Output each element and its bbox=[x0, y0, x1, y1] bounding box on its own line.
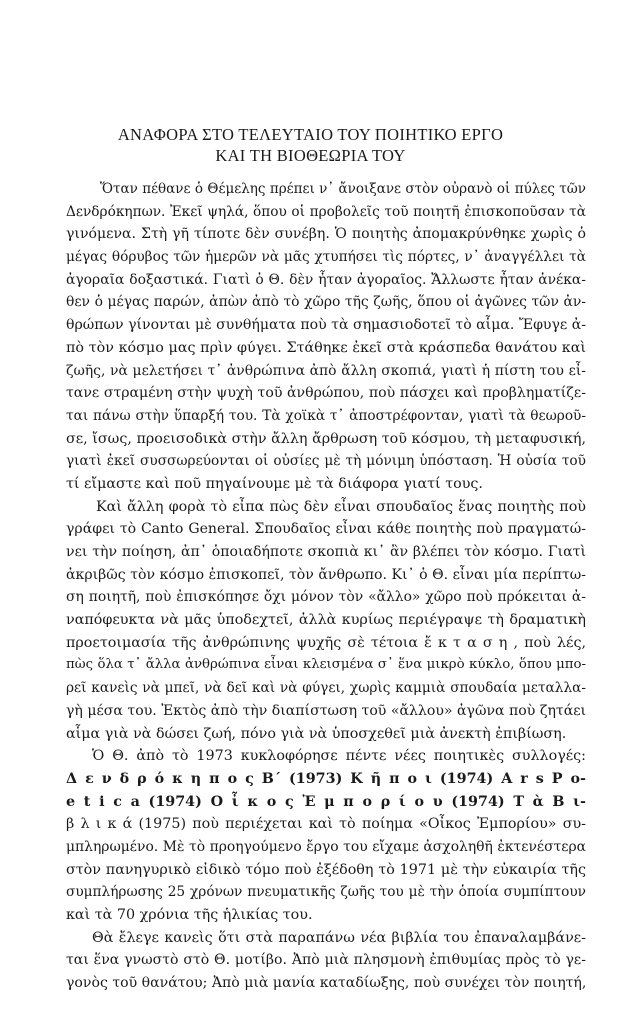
body-text bbox=[66, 178, 586, 995]
text-line: Δ ε ν δ ρ ό κ η π ο ς Β΄ (1973) Κ ῆ π ο ι (1974) A r s P o- bbox=[66, 770, 586, 787]
text-line: γονὸς τοῦ θανάτου; Ἀπὸ μιὰ μανία καταδίωξης, ποὺ συνέχει τὸν ποιητή, bbox=[66, 975, 587, 992]
text-line: Ὅταν πέθανε ὁ Θέμελης πρέπει ν᾽ ἄνοιξανε στὸν οὐρανὸ οἱ πύλες τῶν bbox=[100, 181, 586, 197]
text-line: ἀκριβῶς τὸν κόσμο ἐπισκοπεῖ, τὸν ἄνθρωπο. Κι᾽ ὁ Θ. εἶναι μία περίπτω- bbox=[66, 566, 586, 583]
text-line: σε, ἴσως, προεισοδικὰ στὴν ἄλλη ἄρθρωση τοῦ κόσμου, τὴ μεταφυσική, bbox=[66, 430, 586, 447]
text-line: τί εἴμαστε καὶ ποῦ πηγαίνουμε μὲ τὰ διάφορα γιατί τους. bbox=[66, 475, 483, 492]
text-line: γὴ μέσα του. Ἐκτὸς ἀπὸ τὴν διαπίστωση τοῦ «ἄλλου» ἀγῶνα ποὺ ζητάει bbox=[66, 702, 587, 719]
text-line: καὶ τὰ 70 χρόνια τῆς ἡλικίας του. bbox=[66, 907, 313, 923]
text-line: στὸν πανηγυρικὸ εἰδικὸ τόμο ποὺ ἐξέδοθη τὸ 1971 μὲ τὴν εὐκαιρία τῆς bbox=[66, 861, 586, 878]
text-line: e t i c a (1974) Ο ἶ κ ο ς Ἐ μ π ο ρ ί ο υ (1974) Τ ὰ Β ι- bbox=[66, 793, 586, 810]
text-line: συμπλήρωσης 25 χρόνων πνευματικῆς ζωῆς του μὲ τὴν ὁποία συμπίπτουν bbox=[66, 884, 586, 901]
text-line: πὼς ὅλα τ᾽ ἄλλα ἀνθρώπινα εἶναι κλεισμένα σ᾽ ἕνα μικρὸ κύκλο, ὅπου μπο- bbox=[66, 657, 586, 673]
text-line: Ὁ Θ. ἀπὸ τὸ 1973 κυκλοφόρησε πέντε νέες ποιητικὲς συλλογές: bbox=[92, 748, 586, 765]
text-line: ται πάνω στὴν ὕπαρξή του. Τὰ χοϊκὰ τ᾽ ἀποστρέφονταν, γιατὶ τὰ θεωροῦ- bbox=[66, 407, 586, 424]
text-line: γινόμενα. Στὴ γῆ τίποτε δὲν συνέβη. Ὁ ποιητὴς ἀπομακρύνθηκε χωρὶς ὁ bbox=[66, 226, 586, 243]
text-line: Καὶ ἄλλη φορὰ τὸ εἶπα πὼς δὲν εἶναι σπουδαῖος ἕνας ποιητὴς ποὺ bbox=[96, 498, 586, 515]
text-line: ναπόφευκτα νὰ μᾶς ὑποδεχτεῖ, ἀλλὰ κυρίως περιέγραψε τὴ δραματικὴ bbox=[66, 612, 586, 629]
text-line: πὸ τὸν κόσμο μας πρὶν φύγει. Στάθηκε ἐκεῖ στὰ κράσπεδα θανάτου καὶ bbox=[66, 339, 586, 356]
text-line: ρεῖ κανεὶς νὰ μπεῖ, νὰ δεῖ καὶ νὰ φύγει, χωρὶς καμμιὰ σπουδαία μεταλλα- bbox=[66, 680, 586, 697]
text-line: μπληρωμένο. Μὲ τὸ προηγούμενο ἔργο του εἴχαμε ἀσχοληθῆ ἐκτενέστερα bbox=[66, 838, 586, 855]
text-line: θρώπων γίνονται μὲ συνθήματα ποὺ τὰ σημασιοδοτεῖ τὸ αἷμα. Ἔφυγε ἀ- bbox=[66, 317, 586, 334]
title-line-1: ΑΝΑΦΟΡΑ ΣΤΟ ΤΕΛΕΥΤΑΙΟ ΤΟΥ ΠΟΙΗΤΙΚΟ ΕΡΓΟ bbox=[117, 125, 504, 144]
text-line: γιατὶ ἐκεῖ συσσωρεύονται οἱ οὐσίες μὲ τὴ μόνιμη ὑπόσταση. Ἡ οὐσία τοῦ bbox=[66, 453, 586, 470]
text-line: Θὰ ἔλεγε κανεὶς ὅτι στὰ παραπάνω νέα βιβλία του ἐπαναλαμβάνε- bbox=[92, 929, 586, 946]
text-line: ση ποιητῆ, ποὺ ἐπισκόπησε ὄχι μόνον τὸν «ἄλλο» χῶρο ποὺ πρόκειται ἀ- bbox=[66, 589, 586, 606]
chapter-title bbox=[0, 124, 621, 166]
text-line: β λ ι κ ά (1975) ποὺ περιέχεται καὶ τὸ ποίημα «Οἶκος Ἐμπορίου» συ- bbox=[66, 816, 586, 833]
text-line: νει τὴν ποίηση, ἀπ᾽ ὁποιαδήποτε σκοπιὰ κι᾽ ἂν βλέπει τὸν κόσμο. Γιατὶ bbox=[66, 544, 586, 560]
text-line: προετοιμασία τῆς ἀνθρώπινης ψυχῆς σὲ τέτοια ἔ κ τ α σ η , ποὺ λές, bbox=[66, 634, 586, 651]
text-line: ἀγοραῖα δοξαστικά. Γιατὶ ὁ Θ. δὲν ἦταν ἀγοραῖος. Ἄλλωστε ἦταν ἀνέκα- bbox=[66, 271, 586, 288]
text-line: μέγας θόρυβος τῶν ἡμερῶν νὰ μᾶς χτυπήσει τὶς πόρτες, ν᾽ ἀναγγέλλει τὰ bbox=[66, 249, 586, 266]
text-line: ζωῆς, νὰ μελετήσει τ᾽ ἀνθρώπινα ἀπὸ ἄλλη σκοπιά, γιατὶ ἡ πίστη του εἶ- bbox=[66, 362, 586, 379]
title-line-2: ΚΑΙ ΤΗ ΒΙΟΘΕΩΡΙΑ ΤΟΥ bbox=[215, 146, 406, 165]
text-line: Δενδρόκηπων. Ἐκεῖ ψηλά, ὅπου οἱ προβολεῖς τοῦ ποιητῆ ἐπισκοποῦσαν τὰ bbox=[66, 203, 586, 220]
text-line: ται ἕνα γνωστὸ στὸ Θ. μοτίβο. Ἀπὸ μιὰ πλησμονὴ ἐπιθυμίας πρὸς τὸ γε- bbox=[66, 952, 586, 969]
text-line: τανε στραμένη στὴν ψυχὴ τοῦ ἀνθρώπου, ποὺ πάσχει καὶ προβληματίζε- bbox=[66, 385, 586, 402]
text-line: θεν ὁ μέγας παρών, ἀπὼν ἀπὸ τὸ χῶρο τῆς ζωῆς, ὅπου οἱ ἀγῶνες τῶν ἀν- bbox=[66, 294, 586, 311]
text-line: αἷμα γιὰ νὰ δώσει ζωή, πόνο γιὰ νὰ ὑποσχεθεῖ μιὰ ἀνεκτὴ ἐπιβίωση. bbox=[66, 725, 567, 742]
text-line: γράφει τὸ Canto General. Σπουδαῖος εἶναι κάθε ποιητὴς ποὺ πραγματώ- bbox=[66, 521, 586, 538]
